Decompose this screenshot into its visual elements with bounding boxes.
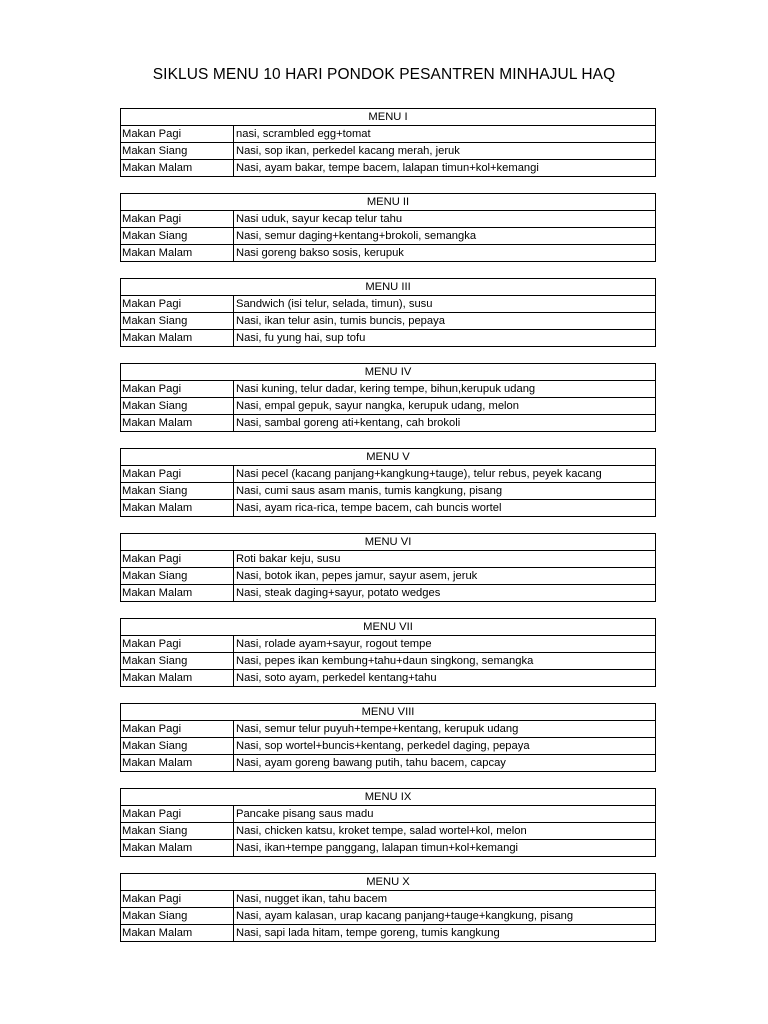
table-row — [121, 142, 655, 159]
table-row — [121, 414, 655, 431]
dish-cell: Nasi, nugget ikan, tahu bacem — [236, 893, 388, 905]
meal-cell: Makan Malam — [121, 925, 234, 941]
meal-cell: Makan Pagi — [121, 126, 234, 142]
table-row — [121, 567, 655, 584]
meal-cell: Makan Malam — [121, 330, 234, 346]
menu-rows — [121, 636, 655, 686]
meal-cell: Makan Malam — [121, 160, 234, 176]
menu-header: MENU III — [121, 279, 655, 296]
menu-header: MENU X — [121, 874, 655, 891]
meal-cell: Makan Siang — [121, 738, 234, 754]
menu-header: MENU I — [121, 109, 655, 126]
menu-rows — [121, 551, 655, 601]
table-row — [121, 652, 655, 669]
meal-cell: Makan Malam — [121, 670, 234, 686]
menu-table — [120, 618, 656, 687]
meal-cell: Makan Siang — [121, 908, 234, 924]
dish-cell: Nasi, ikan+tempe panggang, lalapan timun+kol+kemangi — [236, 842, 519, 854]
meal-cell: Makan Pagi — [121, 891, 234, 907]
menu-header: MENU VII — [121, 619, 655, 636]
meal-cell: Makan Malam — [121, 245, 234, 261]
menu-rows — [121, 296, 655, 346]
dish-cell: Nasi, sambal goreng ati+kentang, cah brokoli — [236, 417, 461, 429]
menu-header: MENU VI — [121, 534, 655, 551]
table-row — [121, 312, 655, 329]
table-row — [121, 159, 655, 176]
table-row — [121, 244, 655, 261]
menu-table — [120, 533, 656, 602]
menu-table — [120, 703, 656, 772]
menu-header: MENU V — [121, 449, 655, 466]
dish-cell: Nasi kuning, telur dadar, kering tempe, bihun,kerupuk udang — [236, 383, 536, 395]
menu-rows — [121, 466, 655, 516]
menu-header: MENU VIII — [121, 704, 655, 721]
menu-rows — [121, 211, 655, 261]
table-row — [121, 227, 655, 244]
dish-cell: Nasi, ayam kalasan, urap kacang panjang+tauge+kangkung, pisang — [236, 910, 574, 922]
meal-cell: Makan Pagi — [121, 296, 234, 312]
meal-cell: Makan Pagi — [121, 806, 234, 822]
dish-cell: Nasi, sop ikan, perkedel kacang merah, jeruk — [236, 145, 460, 157]
meal-cell: Makan Siang — [121, 483, 234, 499]
menu-table — [120, 108, 656, 177]
meal-cell: Makan Siang — [121, 823, 234, 839]
menu-rows — [121, 891, 655, 941]
menu-rows — [121, 806, 655, 856]
dish-cell: Nasi goreng bakso sosis, kerupuk — [236, 247, 404, 259]
page-title: SIKLUS MENU 10 HARI PONDOK PESANTREN MINHAJUL HAQ — [152, 66, 616, 83]
dish-cell: Sandwich (isi telur, selada, timun), susu — [236, 298, 433, 310]
dish-cell: Nasi, ayam bakar, tempe bacem, lalapan timun+kol+kemangi — [236, 162, 539, 174]
table-row — [121, 737, 655, 754]
menu-table — [120, 193, 656, 262]
meal-cell: Makan Malam — [121, 415, 234, 431]
meal-cell: Makan Siang — [121, 653, 234, 669]
table-row — [121, 551, 655, 567]
table-row — [121, 381, 655, 397]
menu-table — [120, 873, 656, 942]
meal-cell: Makan Siang — [121, 313, 234, 329]
dish-cell: Nasi, sapi lada hitam, tempe goreng, tumis kangkung — [236, 927, 500, 939]
dish-cell: nasi, scrambled egg+tomat — [236, 128, 371, 140]
table-row — [121, 466, 655, 482]
dish-cell: Nasi, steak daging+sayur, potato wedges — [236, 587, 441, 599]
dish-cell: Pancake pisang saus madu — [236, 808, 374, 820]
meal-cell: Makan Malam — [121, 500, 234, 516]
menu-header: MENU IX — [121, 789, 655, 806]
dish-cell: Nasi, cumi saus asam manis, tumis kangkung, pisang — [236, 485, 503, 497]
dish-cell: Nasi, ayam rica-rica, tempe bacem, cah buncis wortel — [236, 502, 502, 514]
dish-cell: Nasi, pepes ikan kembung+tahu+daun singkong, semangka — [236, 655, 534, 667]
menu-list — [120, 108, 656, 958]
table-row — [121, 907, 655, 924]
meal-cell: Makan Pagi — [121, 381, 234, 397]
table-row — [121, 584, 655, 601]
table-row — [121, 669, 655, 686]
table-row — [121, 482, 655, 499]
dish-cell: Nasi, fu yung hai, sup tofu — [236, 332, 366, 344]
dish-cell: Nasi, ayam goreng bawang putih, tahu bacem, capcay — [236, 757, 506, 769]
dish-cell: Nasi pecel (kacang panjang+kangkung+tauge), telur rebus, peyek kacang — [236, 468, 602, 480]
table-row — [121, 891, 655, 907]
meal-cell: Makan Malam — [121, 755, 234, 771]
table-row — [121, 636, 655, 652]
menu-table — [120, 448, 656, 517]
meal-cell: Makan Pagi — [121, 211, 234, 227]
dish-cell: Nasi, semur daging+kentang+brokoli, semangka — [236, 230, 477, 242]
table-row — [121, 296, 655, 312]
meal-cell: Makan Pagi — [121, 466, 234, 482]
menu-header: MENU IV — [121, 364, 655, 381]
table-row — [121, 924, 655, 941]
table-row — [121, 126, 655, 142]
dish-cell: Nasi, semur telur puyuh+tempe+kentang, kerupuk udang — [236, 723, 519, 735]
meal-cell: Makan Malam — [121, 840, 234, 856]
menu-header: MENU II — [121, 194, 655, 211]
dish-cell: Nasi, soto ayam, perkedel kentang+tahu — [236, 672, 437, 684]
meal-cell: Makan Siang — [121, 398, 234, 414]
dish-cell: Nasi, empal gepuk, sayur nangka, kerupuk udang, melon — [236, 400, 519, 412]
meal-cell: Makan Siang — [121, 568, 234, 584]
meal-cell: Makan Siang — [121, 228, 234, 244]
table-row — [121, 806, 655, 822]
menu-table — [120, 363, 656, 432]
table-row — [121, 211, 655, 227]
meal-cell: Makan Pagi — [121, 721, 234, 737]
dish-cell: Nasi, chicken katsu, kroket tempe, salad wortel+kol, melon — [236, 825, 527, 837]
dish-cell: Nasi, rolade ayam+sayur, rogout tempe — [236, 638, 432, 650]
table-row — [121, 754, 655, 771]
meal-cell: Makan Siang — [121, 143, 234, 159]
dish-cell: Nasi uduk, sayur kecap telur tahu — [236, 213, 403, 225]
meal-cell: Makan Pagi — [121, 551, 234, 567]
menu-table — [120, 788, 656, 857]
dish-cell: Roti bakar keju, susu — [236, 553, 341, 565]
table-row — [121, 822, 655, 839]
menu-rows — [121, 126, 655, 176]
table-row — [121, 721, 655, 737]
dish-cell: Nasi, botok ikan, pepes jamur, sayur asem, jeruk — [236, 570, 478, 582]
table-row — [121, 499, 655, 516]
table-row — [121, 397, 655, 414]
menu-rows — [121, 381, 655, 431]
menu-rows — [121, 721, 655, 771]
dish-cell: Nasi, sop wortel+buncis+kentang, perkedel daging, pepaya — [236, 740, 530, 752]
meal-cell: Makan Pagi — [121, 636, 234, 652]
dish-cell: Nasi, ikan telur asin, tumis buncis, pepaya — [236, 315, 445, 327]
table-row — [121, 839, 655, 856]
meal-cell: Makan Malam — [121, 585, 234, 601]
menu-table — [120, 278, 656, 347]
table-row — [121, 329, 655, 346]
